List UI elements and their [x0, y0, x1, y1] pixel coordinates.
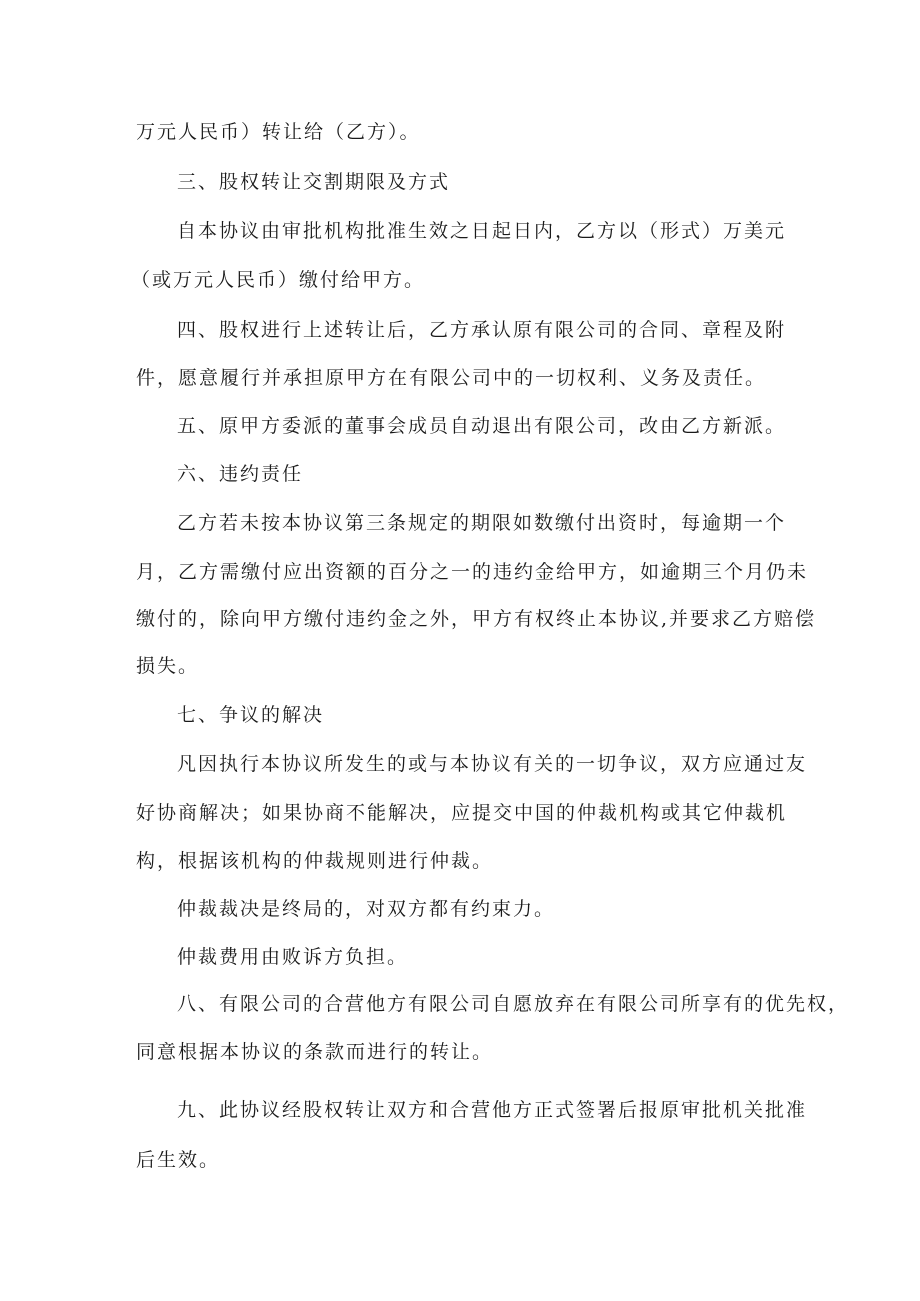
- line-11: 缴付的，除向甲方缴付违约金之外，甲方有权终止本协议,并要求乙方赔偿: [136, 608, 817, 630]
- line-10: 月，乙方需缴付应出资额的百分之一的违约金给甲方，如逾期三个月仍未: [136, 561, 809, 583]
- line-17: 仲裁裁决是终局的，对双方都有约束力。: [177, 898, 556, 920]
- heading-section-3: 三、股权转让交割期限及方式: [177, 171, 451, 193]
- line-18: 仲裁费用由败诉方负担。: [177, 946, 409, 968]
- line-3: 自本协议由审批机构批准生效之日起日内，乙方以（形式）万美元: [177, 220, 787, 242]
- line-21: 九、此协议经股权转让双方和合营他方正式签署后报原审批机关批准: [177, 1099, 808, 1121]
- line-6: 件，愿意履行并承担原甲方在有限公司中的一切权利、义务及责任。: [136, 367, 767, 389]
- line-5: 四、股权进行上述转让后，乙方承认原有限公司的合同、章程及附: [177, 319, 787, 341]
- heading-section-7: 七、争议的解决: [177, 704, 325, 726]
- line-9: 乙方若未按本协议第三条规定的期限如数缴付出资时，每逾期一个: [177, 512, 787, 534]
- heading-section-6: 六、违约责任: [177, 463, 304, 485]
- line-14: 凡因执行本协议所发生的或与本协议有关的一切争议，双方应通过友: [177, 753, 808, 775]
- line-15: 好协商解决；如果协商不能解决，应提交中国的仲裁机构或其它仲裁机: [136, 802, 788, 824]
- line-7: 五、原甲方委派的董事会成员自动退出有限公司，改由乙方新派。: [177, 415, 787, 437]
- line-1: 万元人民币）转让给（乙方）。: [136, 121, 421, 143]
- line-20: 同意根据本协议的条款而进行的转让。: [136, 1041, 494, 1063]
- line-4: （或万元人民币）缴付给甲方。: [131, 269, 426, 291]
- line-16: 构，根据该机构的仲裁规则进行仲裁。: [136, 850, 494, 872]
- line-19: 八、有限公司的合营他方有限公司自愿放弃在有限公司所享有的优先权，: [177, 993, 850, 1015]
- line-22: 后生效。: [136, 1149, 221, 1171]
- line-12: 损失。: [136, 655, 200, 677]
